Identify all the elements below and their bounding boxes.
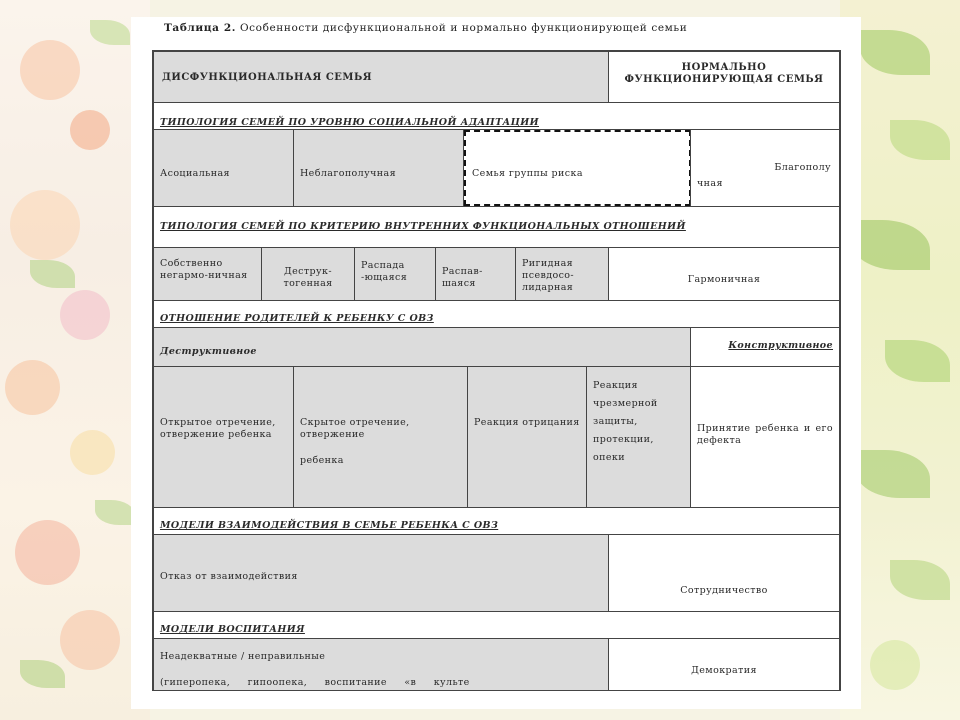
cell-refusal-interaction: Отказ от взаимодействия: [153, 534, 609, 612]
header-functional: НОРМАЛЬНО ФУНКЦИОНИРУЮЩАЯ СЕМЬЯ: [608, 51, 840, 103]
cell-risk-group-family: Семья группы риска: [464, 130, 691, 206]
cell-hidden-rejection-child: ребенка: [300, 455, 344, 466]
cell-inadequate-text: Неадекватные / неправильные: [160, 651, 326, 662]
cell-hidden-rejection: [293, 366, 468, 508]
cell-harmonious: Гармоничная: [608, 247, 840, 301]
cell-destructive-label: Деструктивное: [153, 327, 691, 367]
cell-overprotection: Реакция чрезмерной защиты, протекции, опеки: [586, 366, 691, 508]
section-title-interaction-models: МОДЕЛИ ВЗАИМОДЕЙСТВИЯ В СЕМЬЕ РЕБЕНКА С ОВЗ: [153, 507, 840, 535]
cell-denial-reaction: Реакция отрицания: [467, 366, 587, 508]
cell-destructive: Деструк-тогенная: [261, 247, 355, 301]
cell-asocial: Асоциальная: [153, 129, 294, 207]
cell-disharmonious: Собственно негармо-ничная: [153, 247, 262, 301]
cell-democracy: Демократия: [608, 638, 840, 691]
section-title-parent-attitude: ОТНОШЕНИЕ РОДИТЕЛЕЙ К РЕБЕНКУ С ОВЗ: [153, 300, 840, 328]
cell-disintegrating: Распада -ющаяся: [354, 247, 436, 301]
floral-decoration-left: [0, 0, 150, 720]
caption-number: Таблица 2.: [164, 22, 236, 34]
cell-rigid-pseudosolidary: Ригидная псевдосо-лидарная: [515, 247, 609, 301]
header-dysfunctional: ДИСФУНКЦИОНАЛЬНАЯ СЕМЬЯ: [153, 51, 609, 103]
cell-unfavourable: Неблагополучная: [293, 129, 464, 207]
caption-text: Особенности дисфункциональной и нормально функционирующей семьи: [239, 22, 688, 34]
cell-disintegrated: Распав-шаяся: [435, 247, 516, 301]
cell-cooperation: Сотрудничество: [608, 534, 840, 612]
section-title-upbringing-models: МОДЕЛИ ВОСПИТАНИЯ: [153, 611, 840, 639]
table-caption: [164, 22, 836, 34]
cell-constructive-label: Конструктивное: [690, 327, 840, 367]
cell-open-rejection: Открытое отречение, отвержение ребенка: [153, 366, 294, 508]
cell-inadequate-examples: (гиперопека, гипоопека, воспитание «в культе: [160, 677, 470, 688]
cell-acceptance: Принятие ребенка и его дефекта: [690, 366, 840, 508]
cell-inadequate-upbringing: [153, 638, 609, 691]
section-title-social-adaptation: ТИПОЛОГИЯ СЕМЕЙ ПО УРОВНЮ СОЦИАЛЬНОЙ АДАПТАЦИИ: [153, 102, 840, 130]
cell-prosperous-part-b: чная: [697, 178, 723, 189]
section-title-internal-relations: ТИПОЛОГИЯ СЕМЕЙ ПО КРИТЕРИЮ ВНУТРЕННИХ ФУНКЦИОНАЛЬНЫХ ОТНОШЕНИЙ: [153, 206, 840, 248]
cell-prosperous-part-a: Благополу: [774, 162, 831, 173]
cell-prosperous: [690, 129, 840, 207]
cell-hidden-rejection-text: Скрытое отречение, отвержение: [300, 417, 410, 440]
